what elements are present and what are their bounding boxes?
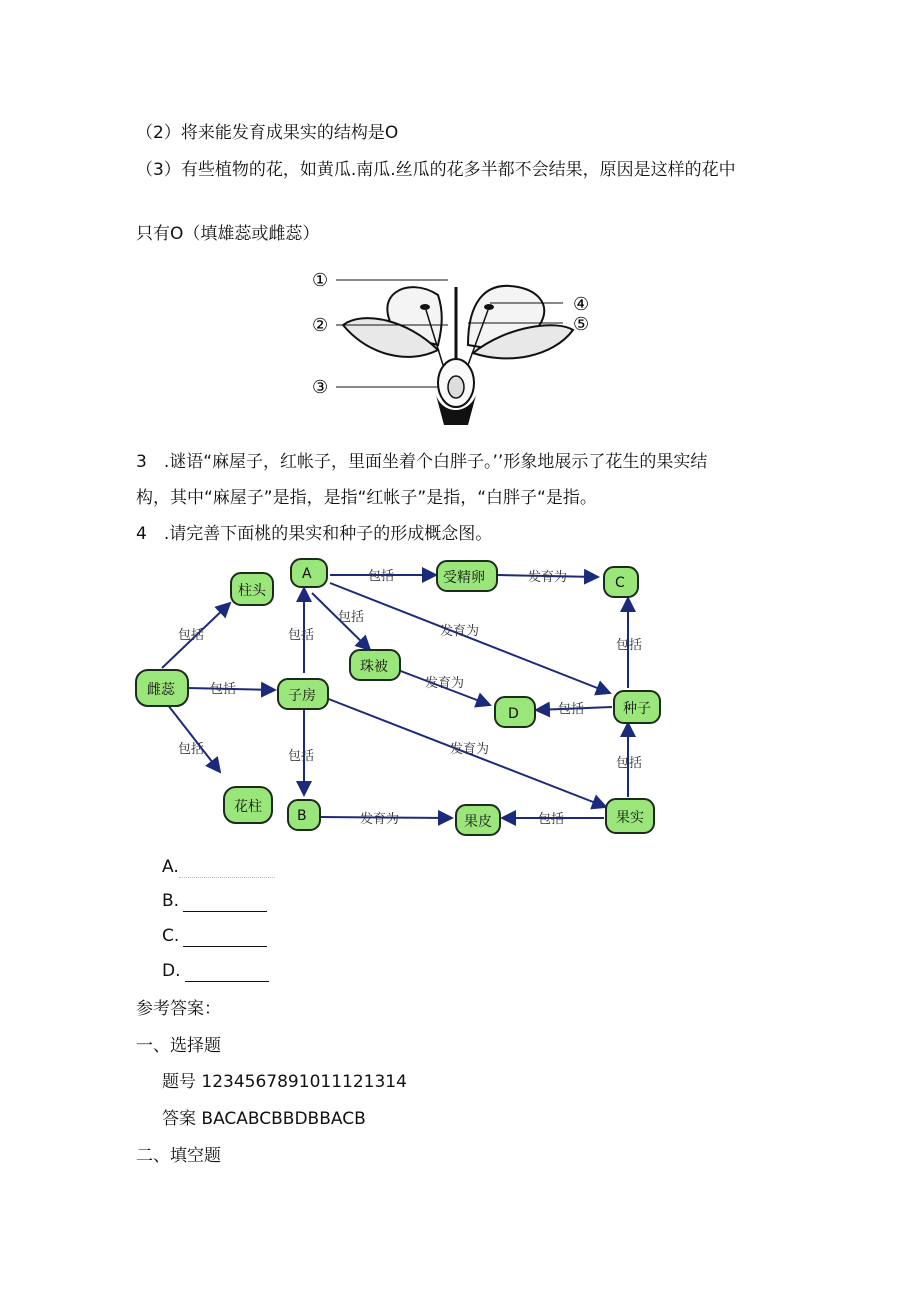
flower-diagram (308, 265, 610, 430)
edge-label-develop-2: 发育为 (440, 624, 480, 639)
node-label-cirui: 雌蕊 (147, 682, 175, 698)
edge-label-develop-1: 发育为 (528, 570, 568, 585)
edge-label-develop-4: 发育为 (450, 742, 490, 757)
blank-b-line[interactable] (183, 895, 267, 912)
question-numbers: 题号 1234567891011121314 (162, 1072, 407, 1092)
edge-cirui-huazhu (164, 700, 220, 772)
anther-right (484, 304, 494, 310)
q2-sub3-line2: 只有O（填雄蕊或雌蕊） (136, 224, 320, 244)
ovule (448, 376, 464, 398)
q2-sub3-line1: （3）有些植物的花，如黄瓜.南瓜.丝瓜的花多半都不会结果，原因是这样的花中 (136, 160, 736, 180)
anther-left (420, 304, 430, 310)
node-label-b: B (297, 808, 307, 824)
section-fill: 二、填空题 (136, 1146, 221, 1166)
edge-label-include-5: 包括 (288, 749, 315, 764)
blank-c-label: C. (162, 926, 180, 946)
blank-c-line[interactable] (183, 930, 267, 947)
section-choice: 一、选择题 (136, 1036, 221, 1056)
node-label-huazhu: 花柱 (234, 799, 262, 815)
edge-label-include-2: 包括 (178, 742, 205, 757)
flower-label-2: ② (312, 315, 329, 336)
concept-map (130, 555, 670, 840)
blank-d-line[interactable] (185, 965, 269, 982)
blank-b-label: B. (162, 891, 180, 911)
flower-label-5: ⑤ (573, 314, 590, 335)
blank-a-label: A. (162, 857, 179, 877)
blank-d-label: D. (162, 961, 181, 981)
node-label-zhubei: 珠被 (360, 659, 388, 675)
node-label-zhutou: 柱头 (238, 583, 266, 599)
node-label-shoujingluan: 受精卵 (443, 570, 485, 586)
reference-title: 参考答案： (136, 999, 221, 1019)
node-label-guoshi: 果实 (616, 810, 644, 826)
q3-line1: 3 .谜语“麻屋子，红帐子，里面坐着个白胖子。’’形象地展示了花生的果实结 (136, 452, 708, 472)
edge-label-include-11: 包括 (538, 812, 565, 827)
blank-a (162, 856, 275, 878)
edge-label-include-3: 包括 (210, 682, 237, 697)
blank-c (162, 925, 267, 947)
flower-label-4: ④ (573, 294, 590, 315)
edge-label-include-10: 包括 (616, 756, 643, 771)
node-label-c: C (615, 575, 625, 591)
node-label-a: A (302, 566, 312, 582)
q3-line2: 构，其中“麻屋子”是指，是指“红帐子”是指，“白胖子“是指。 (136, 488, 597, 508)
answer-row: 答案 BACABCBBDBBACB (162, 1109, 366, 1129)
node-label-zifang: 子房 (288, 688, 316, 704)
flower-label-3: ③ (312, 377, 329, 398)
edge-label-develop-5: 发育为 (360, 812, 400, 827)
node-label-zhongzi: 种子 (623, 701, 651, 717)
node-label-guopi: 果皮 (464, 814, 492, 830)
blank-d (162, 960, 269, 982)
q4-title: 4 .请完善下面桃的果实和种子的形成概念图。 (136, 524, 493, 544)
edge-label-include-1: 包括 (178, 628, 205, 643)
q2-sub2: （2）将来能发育成果实的结构是O (136, 123, 399, 143)
edge-label-include-8: 包括 (558, 702, 585, 717)
node-label-d: D (508, 706, 519, 722)
blank-b (162, 890, 267, 912)
edge-label-include-4: 包括 (288, 628, 315, 643)
edge-label-include-6: 包括 (368, 569, 395, 584)
edge-label-include-9: 包括 (616, 638, 643, 653)
edge-label-develop-3: 发育为 (425, 676, 465, 691)
edge-label-include-7: 包括 (338, 610, 365, 625)
flower-label-1: ① (312, 270, 329, 291)
blank-a-line[interactable] (179, 863, 275, 878)
